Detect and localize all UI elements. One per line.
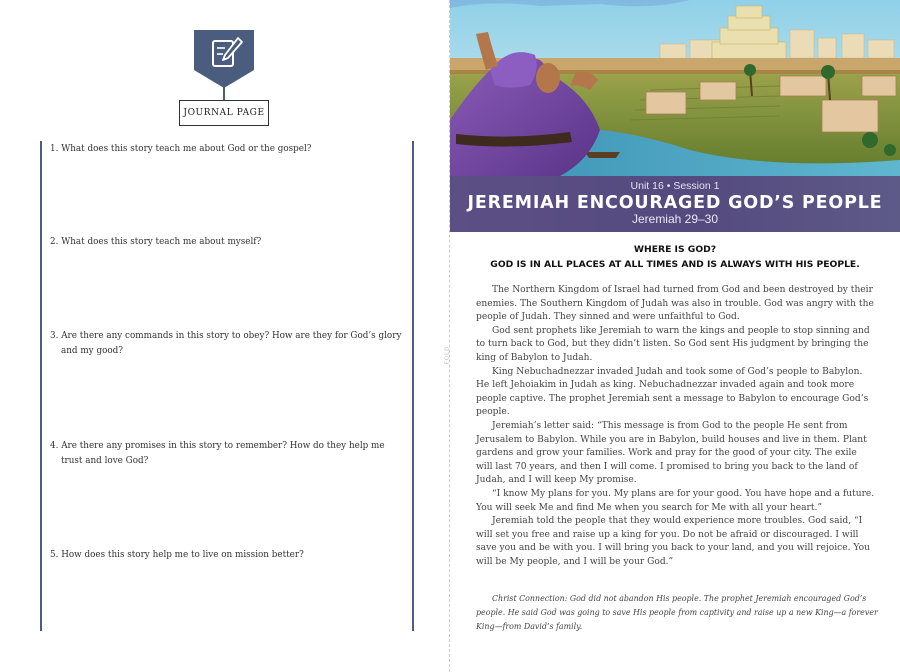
journal-question-5: 5. How does this story help me to live on mission better? [50,550,304,560]
story-page [450,0,900,672]
journal-question-1: 1. What does this story teach me about God or the gospel? [50,144,312,154]
story-illustration [450,0,900,176]
scripture-reference: Jeremiah 29–30 [631,212,719,226]
story-paragraph: God sent prophets like Jeremiah to warn the kings and people to stop sinning and to turn back to God, but they didn’t listen. So God sent His judgment by bringing the king of Babylon to Judah. [476,325,870,363]
pencil-on-paper-icon [194,30,254,88]
story-paragraph: King Nebuchadnezzar invaded Judah and took some of God’s people to Babylon. He left Jehoiakim in Judah as king. Nebuchadnezzar invaded again and took more people captive. The prophet Jeremiah sent a message to Babylon to encourage God’s people. [476,366,869,418]
journal-question-2: 2. What does this story teach me about myself? [50,237,262,247]
story-paragraph: The Northern Kingdom of Israel had turned from God and been destroyed by their enemies. The Southern Kingdom of Judah was also in trouble. God was angry with the people of Judah. They sinned and were unfaithful to God. [476,285,874,323]
story-paragraph: “I know My plans for you. My plans are for your good. You have hope and a future. You will seek Me and find Me when you search for Me with all your heart.” [476,488,875,513]
unit-session: Unit 16 • Session 1 [630,180,720,192]
story-paragraph: Jeremiah’s letter said: “This message is from God to the people He sent from Jerusalem to Babylon. While you are in Babylon, build houses and live in them. Plant gardens and grow your families. Work and pray for the good of your city. The exile will last 70 years, and then I will come. I promised to bring you back to the land of Judah, and I will keep My promise. [476,420,867,486]
christ-connection: Christ Connection: God did not abandon His people. The prophet Jeremiah encouraged God’s people. He said God was going to save His people from captivity and raise up a new King—a forever King—from David’s family. [476,594,878,631]
badge-connector [223,86,225,100]
journal-page-label: JOURNAL PAGE [179,100,269,126]
story-title: JEREMIAH ENCOURAGED GOD’S PEOPLE [467,193,883,213]
right-margin-rule [412,141,414,631]
journal-question-3: 3. Are there any commands in this story to obey? How are they for God’s glory and my good? [50,331,402,356]
story-title-banner [450,176,900,232]
story-body [476,284,876,569]
journal-question-4: 4. Are there any promises in this story to remember? How do they help me trust and love God? [50,441,385,466]
where-answer: GOD IS IN ALL PLACES AT ALL TIMES AND IS ALWAYS WITH HIS PEOPLE. [490,259,860,270]
where-is-god-block [450,242,900,272]
story-paragraph: Jeremiah told the people that they would experience more troubles. God said, “I will set you free and raise up a king for you. Do not be afraid or discouraged. I will save you and be with you. I will bring you back to your land, and you will rejoice. You will be My people, and I will be your God.” [476,516,870,567]
where-question: WHERE IS GOD? [633,244,717,255]
left-margin-rule [40,141,42,631]
fold-label: FOLD [444,345,451,365]
